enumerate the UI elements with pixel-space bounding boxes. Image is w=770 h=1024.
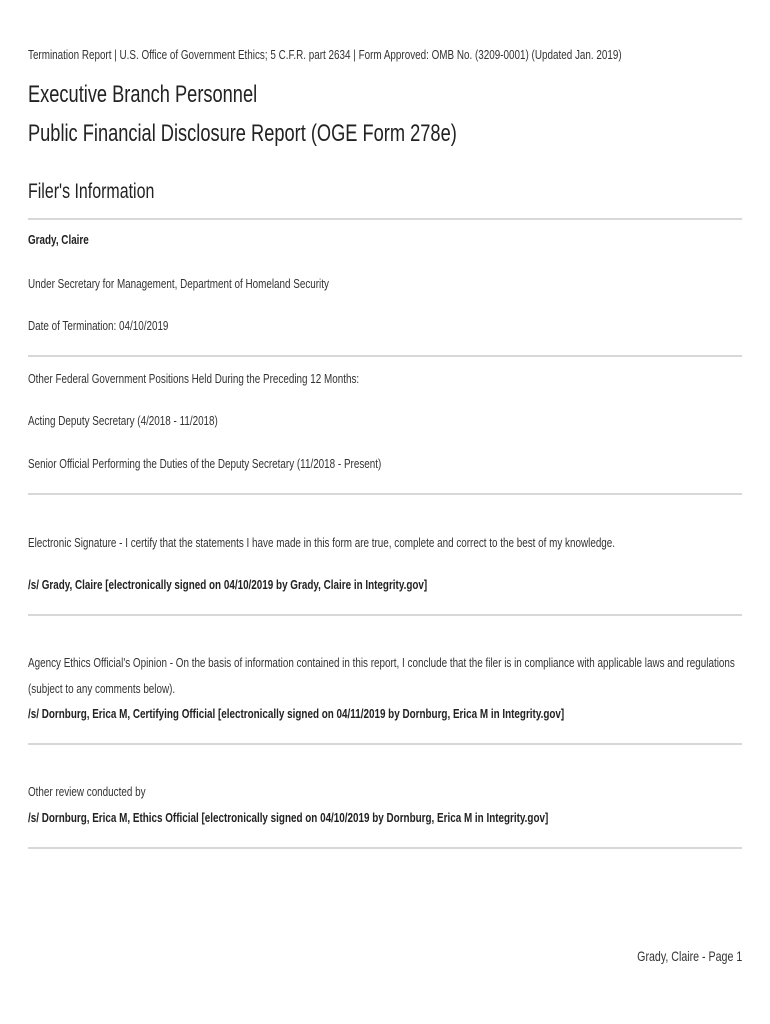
other-positions-heading: Other Federal Government Positions Held During the Preceding 12 Months: [28,371,360,386]
divider [28,355,742,357]
document-title-line2: Public Financial Disclosure Report (OGE Form 278e) [28,120,457,147]
form-header-text: Termination Report | U.S. Office of Government Ethics; 5 C.F.R. part 2634 | Form Approved: OMB No. (3209-0001) (Updated Jan. 2019) [28,47,622,62]
signature-statement: Electronic Signature - I certify that the statements I have made in this form are true, complete and correct to the best of my knowledge. [28,535,616,550]
filer-signature: /s/ Grady, Claire [electronically signed on 04/10/2019 by Grady, Claire in Integrity.gov] [28,577,428,592]
other-position-item: Senior Official Performing the Duties of the Deputy Secretary (11/2018 - Present) [28,456,382,471]
section-heading-filer: Filer's Information [28,180,155,203]
filer-position: Under Secretary for Management, Department of Homeland Security [28,276,329,291]
divider [28,743,742,745]
divider [28,218,742,220]
divider [28,847,742,849]
form-header [28,47,770,62]
other-review-label: Other review conducted by [28,784,146,799]
agency-opinion-line2: (subject to any comments below). [28,681,176,696]
certifying-official-signature: /s/ Dornburg, Erica M, Certifying Official [electronically signed on 04/11/2019 by Dornburg, Erica M in Integrity.gov] [28,706,565,721]
agency-opinion-line1: Agency Ethics Official's Opinion - On the basis of information contained in this report, I conclude that the filer is in compliance with applicable laws and regulations [28,655,735,670]
filer-name: Grady, Claire [28,232,89,247]
ethics-official-signature: /s/ Dornburg, Erica M, Ethics Official [electronically signed on 04/10/2019 by Dornburg, Erica M in Integrity.gov] [28,810,549,825]
other-position-item: Acting Deputy Secretary (4/2018 - 11/2018) [28,413,218,428]
document-title-line1: Executive Branch Personnel [28,81,258,108]
termination-date: Date of Termination: 04/10/2019 [28,318,169,333]
divider [28,614,742,616]
page-footer: Grady, Claire - Page 1 [636,948,742,964]
divider [28,493,742,495]
